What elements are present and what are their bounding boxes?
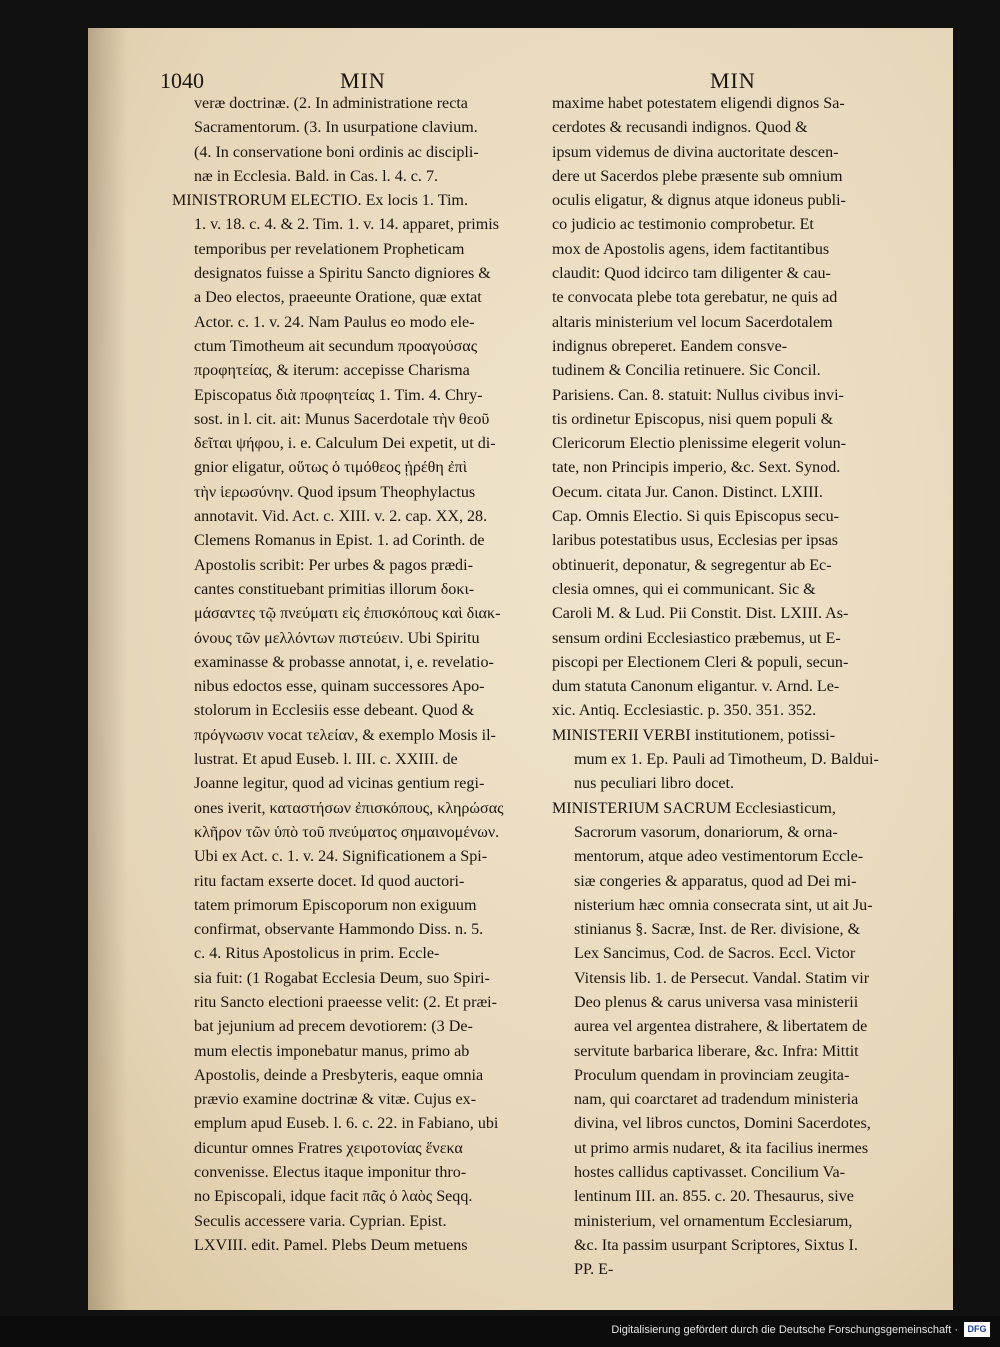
text-line: prævio examine doctrinæ & vitæ. Cujus ex- xyxy=(194,1091,477,1109)
text-line: κλῆρον τῶν ὑπὸ τοῦ πνεύματος σημαινομένων. xyxy=(194,823,500,841)
text-line: ministerium, vel ornamentum Ecclesiarum, xyxy=(574,1212,853,1230)
text-line: piscopi per Electionem Cleri & populi, secun- xyxy=(552,653,849,671)
text-line: δεῖται ψήφου, i. e. Calculum Dei expetit, ut di- xyxy=(194,435,496,453)
text-line: hostes callidus captivasset. Concilium Va- xyxy=(574,1164,846,1182)
text-line: divina, vel libros cunctos, Domini Sacerdotes, xyxy=(574,1115,871,1133)
text-line: ritu Sancto electioni praeesse velit: (2. Et præi- xyxy=(194,993,498,1011)
text-line: tatem primorum Episcoporum non exiguum xyxy=(194,896,477,914)
text-line: 1. v. 18. c. 4. & 2. Tim. 1. v. 14. apparet, primis xyxy=(194,216,500,234)
text-line: Episcopatus διὰ προφητείας 1. Tim. 4. Chry- xyxy=(194,386,483,404)
text-line: claudit: Quod idcirco tam diligenter & cau- xyxy=(552,265,831,283)
text-line: Ubi ex Act. c. 1. v. 24. Significationem a Spi- xyxy=(194,848,488,866)
text-line: sost. in l. cit. ait: Munus Sacerdotale τὴν θεοῦ xyxy=(194,410,490,428)
text-line: bat jejunium ad precem devotiorem: (3 De- xyxy=(194,1018,473,1036)
text-line: co judicio ac testimonio comprobetur. Et xyxy=(552,216,814,234)
text-line: veræ doctrinæ. (2. In administratione recta xyxy=(194,95,468,112)
running-head-left: MIN xyxy=(340,68,386,93)
text-line: PP. E- xyxy=(574,1261,614,1279)
digitization-footer xyxy=(0,1316,1000,1347)
text-line: MINISTRORUM ELECTIO. Ex locis 1. Tim. xyxy=(172,192,468,210)
text-line: Caroli M. & Lud. Pii Constit. Dist. LXIII. As- xyxy=(552,605,849,623)
text-line: no Episcopali, idque facit πᾶς ὁ λαὸς Seqq. xyxy=(194,1188,473,1206)
text-line: πρόγνωσιν vocat τελείαν, & exemplo Mosis il- xyxy=(194,726,496,744)
text-line: sia fuit: (1 Rogabat Ecclesia Deum, suo Spiri- xyxy=(194,969,490,987)
text-line: ipsum videmus de divina auctoritate descen- xyxy=(552,143,839,161)
text-line: προφητείας, & iterum: accepisse Charisma xyxy=(194,362,470,380)
text-line: c. 4. Ritus Apostolicus in prim. Eccle- xyxy=(194,945,440,963)
text-line: emplum apud Euseb. l. 6. c. 22. in Fabiano, ubi xyxy=(194,1115,499,1133)
page-number: 1040 xyxy=(160,68,204,93)
text-line: obtinuerit, deponatur, & segregentur ab Ec- xyxy=(552,556,832,574)
text-line: Apostolis, deinde a Presbyteris, eaque omnia xyxy=(194,1066,484,1084)
text-line: nus peculiari libro docet. xyxy=(574,775,734,793)
gutter-shadow xyxy=(88,28,128,1310)
text-line: Seculis accessere varia. Cyprian. Epist. xyxy=(194,1212,447,1230)
text-line: cerdotes & recusandi indignos. Quod & xyxy=(552,119,808,137)
text-line: gnior eligatur, οὕτως ὁ τιμόθεος ᾑρέθη ἐπὶ xyxy=(194,459,468,477)
text-line: annotavit. Vid. Act. c. XIII. v. 2. cap. XX, 28. xyxy=(194,508,488,526)
text-line: mum ex 1. Ep. Pauli ad Timotheum, D. Baldui- xyxy=(574,751,879,769)
text-line: Apostolis scribit: Per urbes & pagos prædi- xyxy=(194,556,473,574)
text-line: Joanne legitur, quod ad vicinas gentium regi- xyxy=(194,775,485,793)
text-line: nibus edoctos esse, quinam successores Apo- xyxy=(194,678,485,696)
text-line: nisterium hæc omnia consecrata sint, ut ait Ju- xyxy=(574,896,873,914)
text-line: Sacrorum vasorum, donariorum, & orna- xyxy=(574,823,838,841)
text-line: laribus potestatibus usus, Ecclesias per ipsas xyxy=(552,532,839,550)
text-line: ones iverit, καταστήσων ἐπισκόπους, κληρώσας xyxy=(194,799,504,817)
text-line: stolorum in Ecclesiis esse debeant. Quod & xyxy=(194,702,475,720)
left-text-column xyxy=(172,92,544,1258)
text-line: μάσαντες τῷ πνεύματι εἰς ἐπισκόπους καὶ διακ- xyxy=(194,605,501,623)
text-line: confirmat, observante Hammondo Diss. n. 5. xyxy=(194,921,484,939)
text-line: dicuntur omnes Fratres χειροτονίας ἕνεκα xyxy=(194,1139,463,1157)
text-line: maxime habet potestatem eligendi dignos Sa- xyxy=(552,95,845,112)
text-line: Oecum. citata Jur. Canon. Distinct. LXIII. xyxy=(552,483,823,501)
footer-credit: Digitalisierung gefördert durch die Deutsche Forschungsgemeinschaft · xyxy=(611,1324,958,1336)
text-line: Vitensis lib. 1. de Persecut. Vandal. Statim vir xyxy=(574,969,870,987)
text-line: sensum ordini Ecclesiastico præbemus, ut E- xyxy=(552,629,841,647)
text-line: ritu factam exserte docet. Id quod auctori- xyxy=(194,872,465,890)
text-line: (4. In conservatione boni ordinis ac discipli- xyxy=(194,143,479,161)
text-line: examinasse & probasse annotat, i, e. revelatio- xyxy=(194,653,494,671)
text-line: altaris ministerium vel locum Sacerdotalem xyxy=(552,313,833,331)
text-line: ut primo armis nudaret, & ita facilius inermes xyxy=(574,1139,869,1157)
text-line: oculis eligatur, & dignus atque idoneus publi- xyxy=(552,192,846,210)
text-line: Cap. Omnis Electio. Si quis Episcopus secu- xyxy=(552,508,839,526)
text-line: lustrat. Et apud Euseb. l. III. c. XXIII. de xyxy=(194,751,458,769)
text-line: dum statuta Canonum eligantur. v. Arnd. Le- xyxy=(552,678,840,696)
text-line: Deo plenus & carus universa vasa ministerii xyxy=(574,993,859,1011)
text-line: Sacramentorum. (3. In usurpatione clavium. xyxy=(194,119,478,137)
dfg-logo: DFG xyxy=(964,1322,990,1337)
text-line: &c. Ita passim usurpant Scriptores, Sixtus I. xyxy=(574,1236,858,1254)
text-line: Actor. c. 1. v. 24. Nam Paulus eo modo ele- xyxy=(194,313,475,331)
right-text-column xyxy=(552,92,924,1283)
text-line: ctum Timotheum ait secundum προαγούσας xyxy=(194,337,478,355)
text-line: MINISTERIUM SACRUM Ecclesiasticum, xyxy=(552,799,836,817)
text-line: tate, non Principis imperio, &c. Sext. Synod. xyxy=(552,459,841,477)
text-line: cantes constituebant primitias illorum δοκι- xyxy=(194,580,475,598)
text-line: convenisse. Electus itaque imponitur thro- xyxy=(194,1164,467,1182)
text-line: nam, qui coarctaret ad tradendum ministeria xyxy=(574,1091,859,1109)
text-line: næ in Ecclesia. Bald. in Cas. l. 4. c. 7. xyxy=(194,167,439,185)
text-line: mum electis imponebatur manus, primo ab xyxy=(194,1042,470,1060)
text-line: a Deo electos, praeeunte Oratione, quæ extat xyxy=(194,289,482,307)
text-line: indignus obreperet. Eandem consve- xyxy=(552,337,788,355)
text-line: designatos fuisse a Spiritu Sancto digniores & xyxy=(194,265,491,283)
text-line: lentinum III. an. 855. c. 20. Thesaurus, sive xyxy=(574,1188,854,1206)
text-line: aurea vel argentea distrahere, & libertatem de xyxy=(574,1018,868,1036)
text-line: mox de Apostolis agens, idem factitantibus xyxy=(552,240,830,258)
text-line: Lex Sancimus, Cod. de Sacros. Eccl. Victor xyxy=(574,945,856,963)
text-line: MINISTERII VERBI institutionem, potissi- xyxy=(552,726,836,744)
text-line: Clemens Romanus in Epist. 1. ad Corinth. de xyxy=(194,532,485,550)
text-line: temporibus per revelationem Propheticam xyxy=(194,240,465,258)
text-line: servitute barbarica liberare, &c. Infra: Mittit xyxy=(574,1042,859,1060)
text-line: xic. Antiq. Ecclesiastic. p. 350. 351. 352. xyxy=(552,702,817,720)
text-line: tudinem & Concilia retinuere. Sic Concil. xyxy=(552,362,821,380)
text-line: Clericorum Electio plenissime elegerit volun- xyxy=(552,435,847,453)
text-line: mentorum, atque adeo vestimentorum Eccle- xyxy=(574,848,864,866)
text-line: Parisiens. Can. 8. statuit: Nullus civibus invi- xyxy=(552,386,844,404)
text-line: dere ut Sacerdos plebe præsente sub omnium xyxy=(552,167,843,185)
text-line: te convocata plebe tota gerebatur, ne quis ad xyxy=(552,289,838,307)
text-line: siæ congeries & apparatus, quod ad Dei mi- xyxy=(574,872,857,890)
text-line: stinianus §. Sacræ, Inst. de Rer. divisione, & xyxy=(574,921,861,939)
text-line: όνους τῶν μελλόντων πιστεύειν. Ubi Spiritu xyxy=(194,629,480,647)
running-head-right: MIN xyxy=(710,68,756,93)
text-line: clesia omnes, qui ei communicant. Sic & xyxy=(552,580,816,598)
text-line: τὴν ἱερωσύνην. Quod ipsum Theophylactus xyxy=(194,483,476,501)
text-line: Proculum quendam in provinciam zeugita- xyxy=(574,1066,850,1084)
text-line: tis ordinetur Episcopus, nisi quem populi & xyxy=(552,410,834,428)
text-line: LXVIII. edit. Pamel. Plebs Deum metuens xyxy=(194,1236,468,1254)
